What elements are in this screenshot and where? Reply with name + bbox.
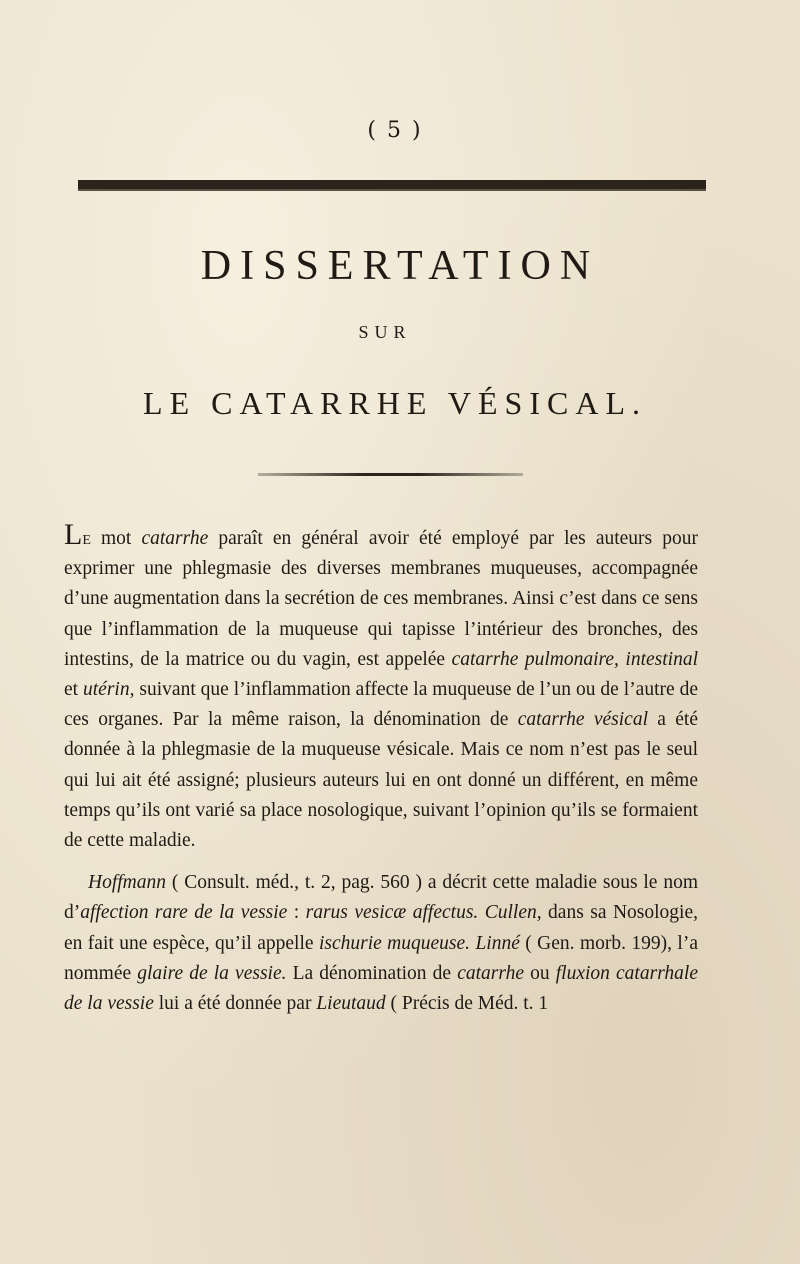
italic-run: affection rare de la vessie [80,902,288,924]
paragraph-1 [64,520,698,856]
text-run: ( Précis de Méd. t. 1 [385,993,549,1015]
italic-run: catarrhe [457,962,524,984]
initial-rest: e [82,527,91,549]
text-run: La dénomination de [286,962,458,984]
italic-run: catarrhe [141,528,209,549]
text-run: ( Consult. méd., t. 2, pag. 560 ) a décrit cette maladie sous le nom d’ [64,872,698,924]
text-run: : [287,902,306,924]
text-run: dans sa Nosologie, en fait une espèce, qu’il appelle [64,902,698,954]
italic-run: catarrhe vésical [517,709,648,731]
text-run: lui a été donnée par [153,993,317,1015]
title-connector: SUR [358,322,412,342]
italic-run: fluxion catarrhale de la vessie [64,962,698,1015]
text-run: paraît en général avoir été employé par les auteurs pour exprimer une phlegmasie des diverses membranes muqueuses, accompagnée d’une augmentation dans la secrétion de ces membranes. Ainsi c’est dans ce sens que l’inflammation de la muqueuse qui tapisse l’intérieur des bronches, des intestins, de la matrice ou du vagin, est appelée [64,528,698,670]
body-text [64,520,698,1019]
italic-run: Hoffmann [88,872,166,894]
text-run: a été donnée à la phlegmasie de la muqueuse vésicale. Mais ce nom n’est pas le seul qui lui ait été assigné; plusieurs auteurs lui en ont donné un différent, en même temps qu’ils ont varié sa place nosologique, suivant l’opinion qu’ils se formaient de cette maladie. [64,709,698,852]
text-run: ou [524,962,556,984]
italic-run: utérin, [83,679,135,701]
subtitle: LE CATARRHE VÉSICAL. [143,385,647,421]
paragraph-2 [64,868,698,1019]
initial-letter: L [64,518,83,551]
italic-run: ischurie muqueuse. Linné [318,932,520,954]
ornamental-rule [258,473,523,476]
page-number: ( 5 ) [367,118,423,143]
italic-run: catarrhe pulmonaire, intestinal [451,648,698,670]
text-run: suivant que l’inflammation affecte la muqueuse de l’un ou de l’autre de ces organes. Par la même raison, la dénomination de [64,679,698,731]
text-run: ( Gen. morb. 199), l’a nommée [64,932,698,984]
heavy-rule [78,180,706,191]
text-run: et [64,679,84,701]
text-run: mot [90,528,142,549]
title: DISSERTATION [200,243,600,289]
italic-run: Lieutaud [316,993,386,1015]
italic-run: rarus vesicæ affectus. Cullen, [305,902,542,924]
italic-run: glaire de la vessie. [137,962,287,984]
